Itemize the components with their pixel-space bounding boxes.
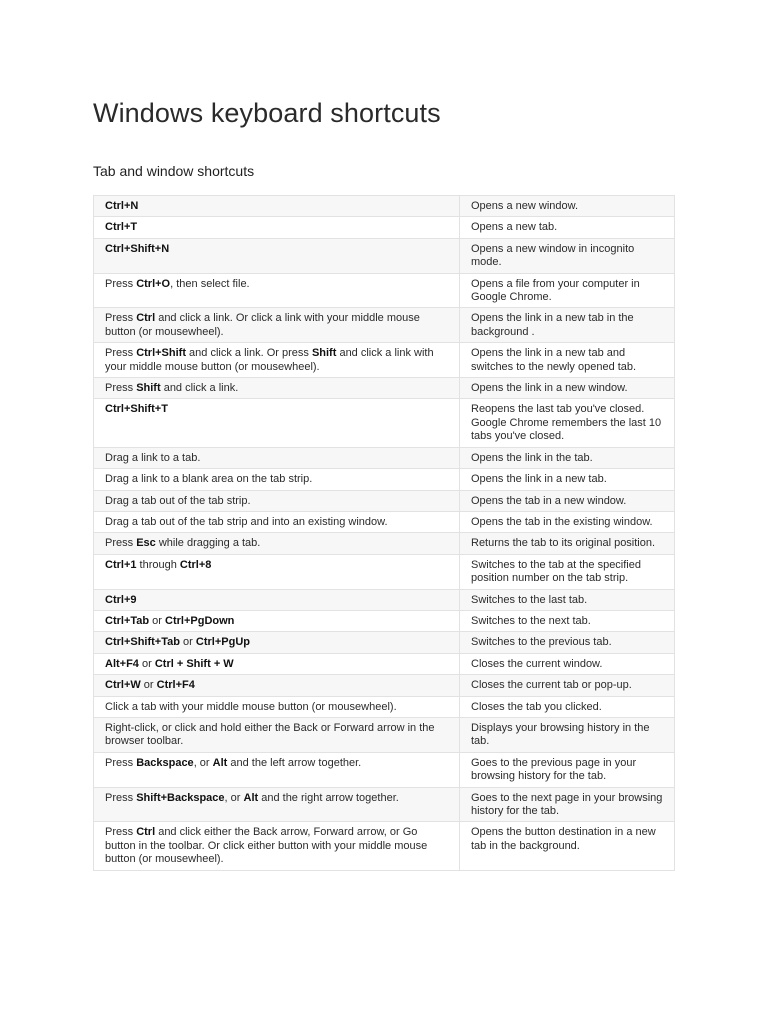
shortcut-cell: [94, 653, 460, 674]
shortcut-text: or: [140, 679, 157, 692]
shortcut-cell: [94, 717, 460, 752]
action-cell: Returns the tab to its original position.: [460, 533, 675, 554]
shortcut-text: Press: [105, 537, 137, 550]
action-cell: Switches to the previous tab.: [460, 632, 675, 653]
table-row: [94, 511, 675, 532]
shortcut-key: Esc: [136, 537, 156, 550]
shortcut-text: Drag a tab out of the tab strip.: [105, 494, 251, 507]
shortcut-text: and click a link. Or press: [186, 347, 312, 360]
shortcut-key: Ctrl+PgUp: [195, 636, 250, 649]
shortcut-key: Ctrl+N: [105, 200, 139, 212]
action-cell: Opens the tab in the existing window.: [460, 511, 675, 532]
shortcut-key: Alt: [243, 791, 259, 804]
shortcut-key: Ctrl+1: [105, 558, 137, 571]
shortcut-key: Ctrl+F4: [156, 679, 195, 692]
action-cell: Opens a file from your computer in Google Chrome.: [460, 273, 675, 308]
action-cell: Closes the current tab or pop-up.: [460, 675, 675, 696]
table-row: [94, 217, 675, 238]
table-row: [94, 589, 675, 610]
action-cell: Goes to the previous page in your browsing history for the tab.: [460, 752, 675, 787]
action-cell: Opens a new window.: [460, 196, 675, 217]
shortcut-key: Ctrl+T: [105, 221, 138, 234]
table-row: [94, 675, 675, 696]
shortcut-cell: [94, 511, 460, 532]
table-row: [94, 632, 675, 653]
shortcut-cell: [94, 787, 460, 822]
shortcut-text: , or: [193, 756, 213, 769]
shortcut-key: Ctrl+PgDown: [165, 614, 235, 627]
shortcuts-table: [93, 195, 675, 871]
shortcut-text: Press: [105, 826, 137, 839]
action-cell: Opens a new tab.: [460, 217, 675, 238]
shortcut-text: , then select file.: [170, 277, 250, 290]
shortcut-key: Ctrl+Shift: [136, 347, 186, 360]
section-title: Tab and window shortcuts: [93, 163, 255, 179]
shortcut-text: Right-click, or click and hold either the Back or Forward arrow in the browser toolbar.: [105, 721, 435, 748]
action-cell: Opens the tab in a new window.: [460, 490, 675, 511]
shortcut-key: Shift: [136, 382, 161, 395]
shortcut-key: Ctrl+9: [105, 593, 137, 606]
shortcut-text: through: [136, 558, 180, 571]
shortcut-key: Ctrl+Shift+Tab: [105, 636, 180, 649]
shortcut-text: while dragging a tab.: [155, 537, 261, 550]
table-row: [94, 490, 675, 511]
table-row: [94, 447, 675, 468]
shortcut-cell: [94, 217, 460, 238]
table-row: [94, 653, 675, 674]
shortcut-cell: [94, 447, 460, 468]
action-cell: Switches to the last tab.: [460, 589, 675, 610]
shortcut-text: , or: [224, 791, 244, 804]
shortcut-cell: [94, 696, 460, 717]
shortcut-cell: [94, 610, 460, 631]
shortcut-key: Ctrl+Shift+N: [105, 242, 170, 255]
shortcut-text: Press: [105, 312, 137, 325]
action-cell: Opens the button destination in a new tab in the background.: [460, 822, 675, 870]
shortcut-cell: [94, 554, 460, 589]
shortcut-text: Press: [105, 756, 137, 769]
shortcut-cell: [94, 675, 460, 696]
shortcut-key: Alt: [212, 756, 228, 769]
shortcut-cell: [94, 632, 460, 653]
action-cell: Opens the link in a new tab in the background .: [460, 308, 675, 343]
shortcut-cell: [94, 752, 460, 787]
table-row: [94, 752, 675, 787]
shortcut-cell: [94, 469, 460, 490]
table-row: [94, 610, 675, 631]
shortcut-key: Ctrl+Tab: [105, 614, 150, 627]
table-row: [94, 196, 675, 217]
shortcut-text: Press: [105, 791, 137, 804]
table-row: [94, 273, 675, 308]
table-row: [94, 717, 675, 752]
table-row: [94, 696, 675, 717]
shortcut-text: and the left arrow together.: [227, 756, 362, 769]
table-row: [94, 554, 675, 589]
shortcut-key: Ctrl+Shift+T: [105, 403, 168, 416]
action-cell: Opens the link in a new tab.: [460, 469, 675, 490]
shortcut-key: Shift+Backspace: [136, 791, 225, 804]
table-row: [94, 822, 675, 870]
action-cell: Closes the current window.: [460, 653, 675, 674]
shortcut-text: Drag a link to a tab.: [105, 451, 201, 464]
shortcut-cell: [94, 490, 460, 511]
table-row: [94, 469, 675, 490]
shortcut-key: Ctrl+8: [179, 558, 212, 571]
shortcut-cell: [94, 308, 460, 343]
shortcut-key: Ctrl: [136, 826, 156, 839]
shortcut-key: Ctrl+O: [136, 277, 171, 290]
shortcut-text: and click a link.: [160, 382, 239, 395]
action-cell: Opens the link in a new tab and switches to the newly opened tab.: [460, 343, 675, 378]
page-title: Windows keyboard shortcuts: [93, 98, 441, 128]
shortcut-text: and click a link with your middle mouse button (or mousewheel).: [105, 347, 434, 373]
shortcut-key: Alt+F4: [105, 657, 139, 670]
shortcut-text: Press: [105, 382, 137, 395]
action-cell: Opens a new window in incognito mode.: [460, 238, 675, 273]
shortcut-cell: [94, 822, 460, 870]
action-cell: Closes the tab you clicked.: [460, 696, 675, 717]
table-row: [94, 399, 675, 447]
shortcut-text: Drag a link to a blank area on the tab strip.: [105, 473, 313, 486]
action-cell: Switches to the next tab.: [460, 610, 675, 631]
shortcut-key: Ctrl + Shift + W: [154, 657, 234, 670]
action-cell: Goes to the next page in your browsing history for the tab.: [460, 787, 675, 822]
shortcut-text: or: [138, 657, 155, 670]
table-row: [94, 533, 675, 554]
shortcut-text: or: [179, 636, 196, 649]
shortcut-key: Ctrl: [136, 312, 156, 325]
shortcut-key: Ctrl+W: [105, 679, 141, 692]
shortcut-text: Click a tab with your middle mouse button (or mousewheel).: [105, 700, 397, 713]
shortcut-cell: [94, 273, 460, 308]
shortcut-cell: [94, 196, 460, 217]
shortcut-text: Press: [105, 277, 137, 290]
shortcut-cell: [94, 238, 460, 273]
shortcut-text: and the right arrow together.: [258, 791, 399, 804]
table-row: [94, 378, 675, 399]
table-row: [94, 238, 675, 273]
shortcut-text: and click a link. Or click a link with your middle mouse button (or mousewheel).: [105, 312, 420, 338]
shortcut-text: Press: [105, 347, 137, 360]
shortcut-cell: [94, 399, 460, 447]
shortcut-text: Drag a tab out of the tab strip and into an existing window.: [105, 515, 388, 528]
action-cell: Opens the link in a new window.: [460, 378, 675, 399]
table-row: [94, 787, 675, 822]
action-cell: Switches to the tab at the specified position number on the tab strip.: [460, 554, 675, 589]
table-row: [94, 308, 675, 343]
shortcut-cell: [94, 378, 460, 399]
shortcut-cell: [94, 343, 460, 378]
action-cell: Reopens the last tab you've closed. Google Chrome remembers the last 10 tabs you've closed.: [460, 399, 675, 447]
action-cell: Opens the link in the tab.: [460, 447, 675, 468]
shortcut-key: Backspace: [136, 756, 194, 769]
shortcut-text: and click either the Back arrow, Forward arrow, or Go button in the toolbar. Or click either button with your middle mouse button (or mousewheel).: [105, 826, 428, 866]
action-cell: Displays your browsing history in the tab.: [460, 717, 675, 752]
shortcut-text: or: [149, 614, 166, 627]
shortcut-key: Shift: [311, 347, 337, 360]
shortcut-cell: [94, 533, 460, 554]
table-row: [94, 343, 675, 378]
shortcut-cell: [94, 589, 460, 610]
shortcuts-table-body: [94, 196, 675, 871]
